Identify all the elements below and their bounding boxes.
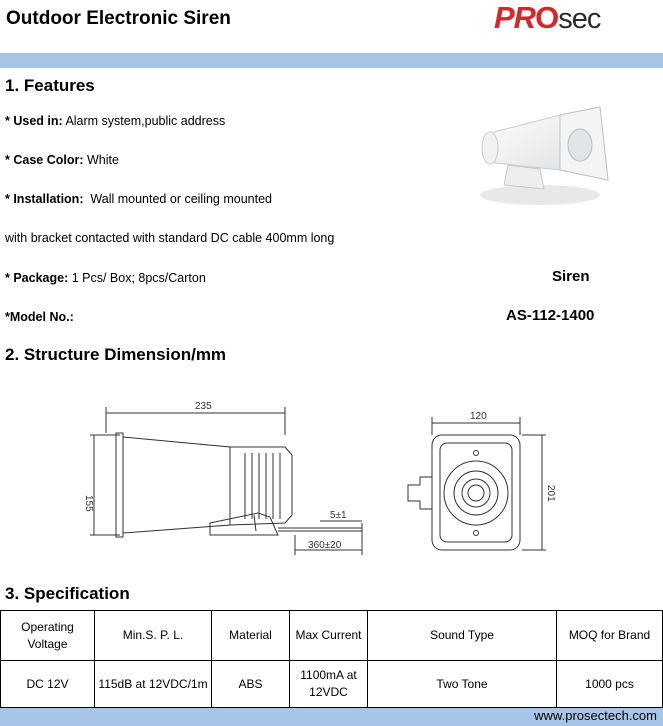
dim-cable: 360±20 — [308, 540, 342, 551]
structure-heading: 2. Structure Dimension/mm — [5, 345, 227, 364]
dim-width: 120 — [470, 411, 487, 422]
footer-website[interactable]: www.prosectech.com — [534, 708, 657, 723]
dim-length: 235 — [195, 401, 212, 412]
model-number: AS-112-1400 — [506, 307, 595, 324]
prosec-logo: PROsec — [494, 0, 601, 35]
case-color-line: * Case Color: White — [5, 153, 119, 167]
header-cell: Material — [212, 611, 290, 661]
value-cell: 1000 pcs — [557, 661, 663, 708]
header-cell: Sound Type — [368, 611, 557, 661]
dim-bracket: 5±1 — [330, 510, 347, 521]
header-cell: Min.S. P. L. — [95, 611, 212, 661]
spec-header-row — [1, 611, 663, 661]
package-line: * Package: 1 Pcs/ Box; 8pcs/Carton — [5, 271, 206, 285]
header-cell: MOQ for Brand — [557, 611, 663, 661]
specification-table — [0, 610, 663, 708]
product-name: Siren — [552, 268, 590, 285]
features-heading: 1. Features — [5, 76, 95, 95]
specification-heading: 3. Specification — [5, 584, 130, 603]
installation-line: * Installation: Wall mounted or ceiling mounted — [5, 192, 273, 206]
value-cell: DC 12V — [1, 661, 95, 708]
spec-value-row — [1, 661, 663, 708]
used-in-line: * Used in: Alarm system,public address — [5, 114, 226, 128]
side-view-drawing — [80, 395, 370, 565]
siren-photo — [440, 85, 640, 215]
dim-height: 155 — [83, 495, 94, 512]
header-cell: Operating Voltage — [1, 611, 95, 661]
value-cell: 1100mA at 12VDC — [290, 661, 368, 708]
header-bar — [0, 53, 663, 68]
front-view-drawing — [400, 405, 570, 570]
header-cell: Max Current — [290, 611, 368, 661]
value-cell: 115dB at 12VDC/1m — [95, 661, 212, 708]
value-cell: ABS — [212, 661, 290, 708]
model-label: *Model No.: — [5, 310, 74, 324]
bracket-note: with bracket contacted with standard DC cable 400mm long — [5, 231, 335, 245]
value-cell: Two Tone — [368, 661, 557, 708]
dim-depth: 201 — [545, 485, 556, 502]
page-title: Outdoor Electronic Siren — [6, 8, 231, 29]
